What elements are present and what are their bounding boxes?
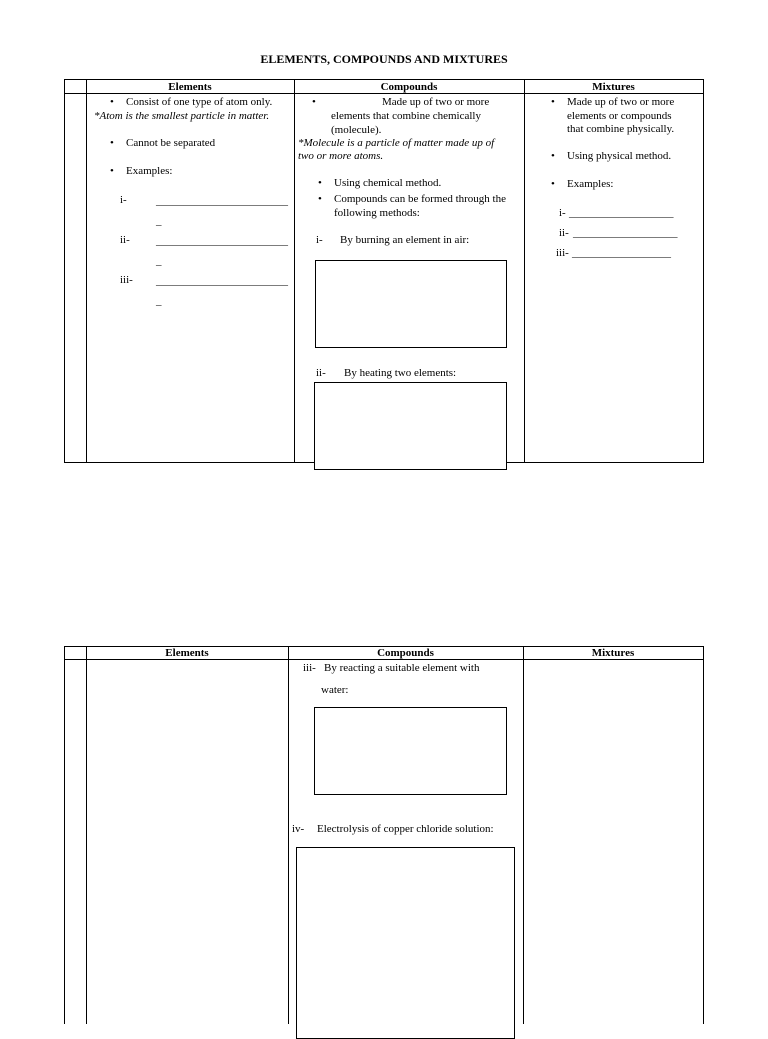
elements-bullet-3: • Examples: [126,164,172,178]
header-compounds: Compounds [377,647,434,659]
method-3-label-line-2: water: [321,684,349,696]
method-1-label: By burning an element in air: [340,234,470,246]
elements-example-line: ________________________ [156,195,288,207]
elements-example-line-tail: _ [156,295,162,307]
method-3-label-line-1: By reacting a suitable element with [324,662,480,674]
compounds-note-line-1: *Molecule is a particle of matter made up of [298,137,495,149]
method-4-label: Electrolysis of copper chloride solution: [317,823,494,835]
method-4-num: iv- [292,823,305,835]
table-border-right [703,646,704,1024]
column-divider [288,646,289,1024]
header-elements: Elements [165,647,209,659]
elements-example-line: ________________________ [156,235,288,247]
mixtures-example-num: i- [559,207,566,219]
compounds-bullet-2: • Using chemical method. [334,176,441,190]
elements-bullet-2: • Cannot be separated [126,136,215,150]
mixtures-bullet-3: • Examples: [567,177,613,191]
mixtures-example-line: ___________________ [569,207,674,219]
method-1-num: i- [316,234,323,246]
elements-example-line-tail: _ [156,255,162,267]
header-mixtures: Mixtures [592,81,635,93]
table-border-right [703,79,704,462]
mixtures-example-line: ___________________ [573,227,678,239]
mixtures-example-line: __________________ [572,247,671,259]
method-3-num: iii- [303,662,316,674]
compounds-bullet-3-line-1: • Compounds can be formed through the [334,192,506,206]
column-divider [86,79,87,462]
mixtures-bullet-1-line-1: • Made up of two or more [567,95,674,109]
method-1-answer-box [315,260,507,348]
method-3-answer-box [314,707,507,795]
method-4-answer-box [296,847,515,1039]
elements-example-line: ________________________ [156,275,288,287]
column-divider [523,646,524,1024]
table-border-left [64,79,65,462]
method-2-label: By heating two elements: [344,367,457,379]
elements-example-num: i- [120,194,127,206]
mixtures-example-num: iii- [556,247,569,259]
elements-example-num: iii- [120,274,133,286]
compounds-bullet-1-line-2: elements that combine chemically [331,110,481,122]
compounds-bullet-3-line-2: following methods: [334,207,420,219]
mixtures-bullet-1-line-3: that combine physically. [567,123,675,135]
compounds-bullet-1-line-1: Made up of two or more [382,96,490,108]
method-2-num: ii- [316,367,326,379]
method-2-answer-box [314,382,507,470]
header-compounds: Compounds [380,81,438,93]
header-elements: Elements [168,81,212,93]
page-title: ELEMENTS, COMPOUNDS AND MIXTURES [260,52,508,66]
elements-example-num: ii- [120,234,130,246]
mixtures-bullet-2: • Using physical method. [567,149,671,163]
column-divider [294,79,295,462]
elements-example-line-tail: _ [156,215,162,227]
compounds-bullet-1-line-3: (molecule). [331,124,382,136]
column-divider [524,79,525,462]
mixtures-example-num: ii- [559,227,569,239]
elements-note: *Atom is the smallest particle in matter. [94,110,270,122]
header-mixtures: Mixtures [591,647,635,659]
column-divider [86,646,87,1024]
table-border-left [64,646,65,1024]
elements-bullet-1: • Consist of one type of atom only. [126,95,272,109]
compounds-bullet-1-mark: • [312,96,316,108]
compounds-note-line-2: two or more atoms. [298,150,384,162]
mixtures-bullet-1-line-2: elements or compounds [567,110,672,122]
